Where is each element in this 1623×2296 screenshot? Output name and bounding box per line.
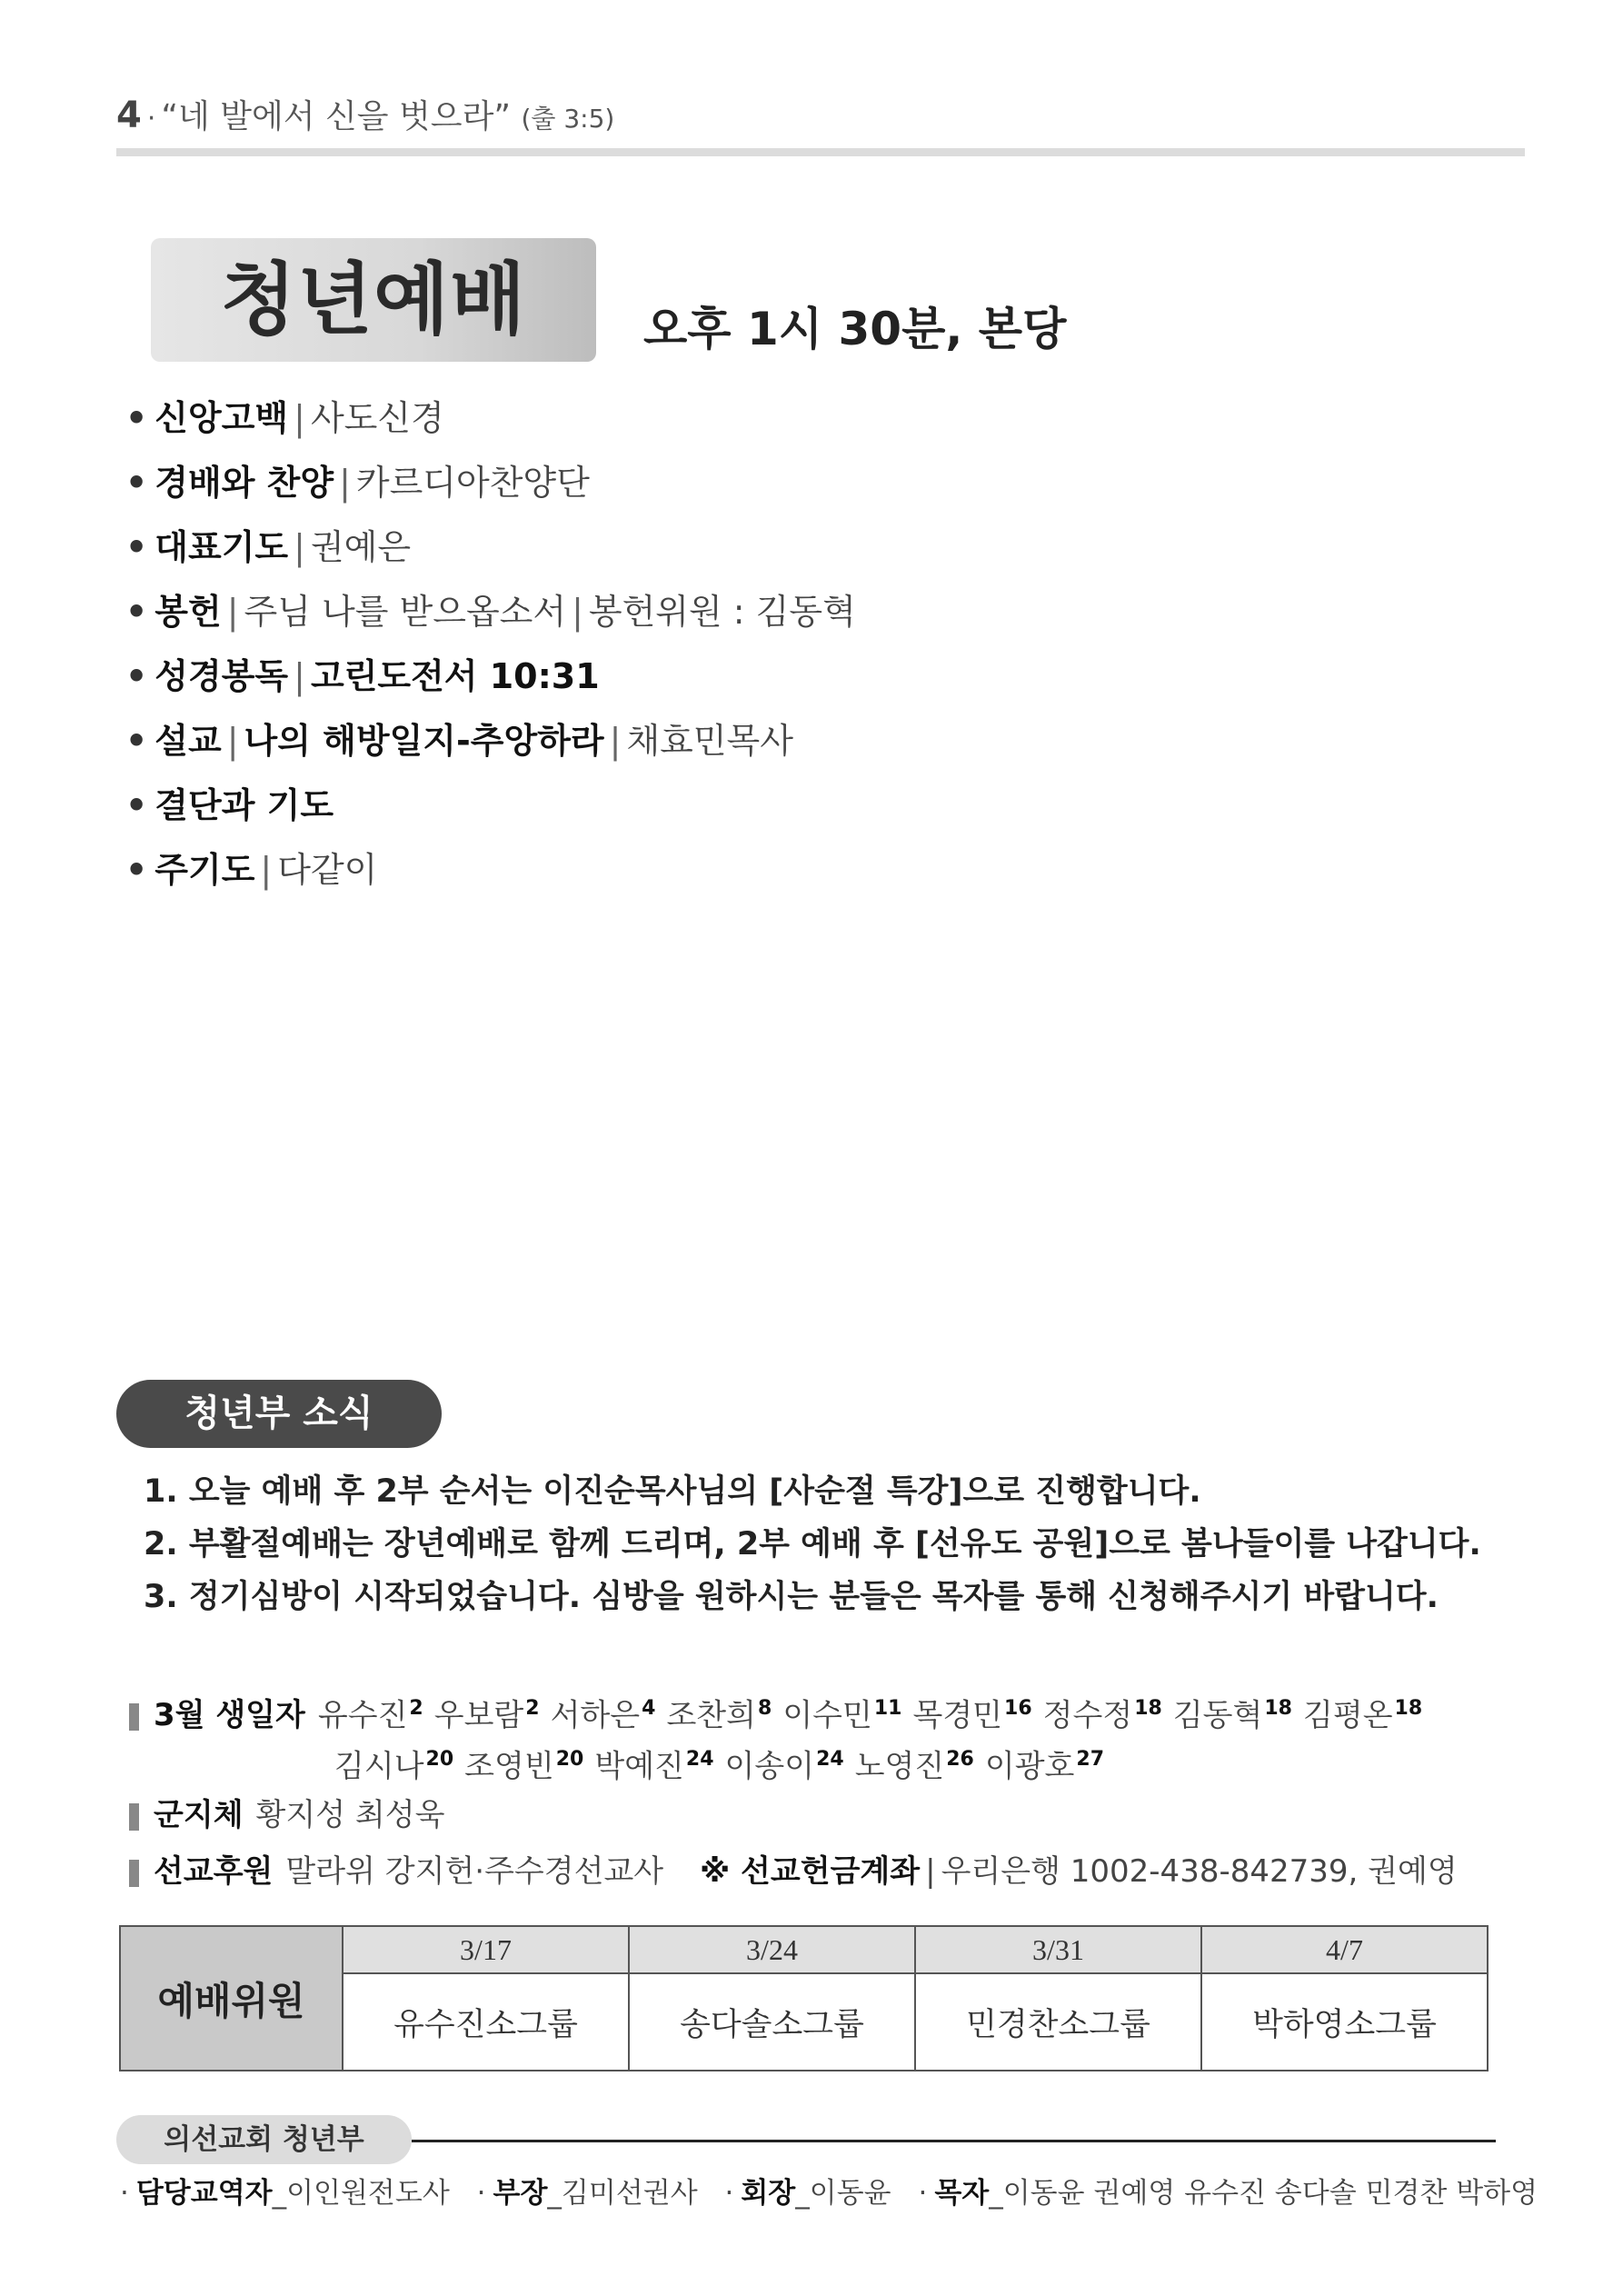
news-list — [144, 1465, 1481, 1623]
birthday-day: 20 — [555, 1748, 584, 1771]
birthday-name: 정수정 — [1042, 1697, 1133, 1734]
order-item-detail: 권예은 — [310, 527, 412, 567]
group-cell: 송다솔소그룹 — [629, 1973, 915, 2071]
bullet: • — [125, 592, 148, 632]
news-item: 1. 오늘 예배 후 2부 순서는 이진순목사님의 [사순절 특강]으로 진행합니다. — [144, 1473, 1201, 1510]
group-cell: 유수진소그룹 — [343, 1973, 629, 2071]
staff-names: 이동윤 — [809, 2177, 891, 2210]
birthday-name: 김시나 — [334, 1748, 424, 1785]
section-bar — [129, 1803, 139, 1831]
order-item-name: 설교 — [154, 721, 222, 761]
birthday-day: 2 — [409, 1697, 423, 1720]
staff-role: 부장 — [493, 2177, 548, 2210]
birthday-day: 18 — [1264, 1697, 1292, 1720]
mission-names: 말라위 강지헌·주수경선교사 — [285, 1853, 664, 1890]
staff-names: 이동윤 권예영 유수진 송다솔 민경찬 박하영 — [1002, 2177, 1538, 2210]
date-cell: 3/17 — [343, 1926, 629, 1973]
news-item: 3. 정기심방이 시작되었습니다. 심방을 원하시는 분들은 목자를 통해 신청해주시기 바랍니다. — [144, 1579, 1439, 1615]
separator: | — [294, 527, 305, 567]
staff-names: 이인원전도사 — [286, 2177, 450, 2210]
birthday-name: 우보람 — [433, 1697, 524, 1734]
birthday-row — [129, 1686, 1433, 1732]
date-cell: 4/7 — [1201, 1926, 1488, 1973]
military-label: 군지체 — [154, 1797, 244, 1833]
order-item-lords-prayer — [125, 843, 856, 907]
staff-role: 담당교역자 — [135, 2177, 273, 2210]
header-quote: “네 발에서 신을 벗으라” — [161, 98, 512, 135]
staff-role: 목자 — [934, 2177, 990, 2210]
service-time-place: 오후 1시 30분, 본당 — [643, 303, 1067, 355]
group-cell: 박하영소그룹 — [1201, 1973, 1488, 2071]
dot: · — [918, 2177, 928, 2210]
order-item-name: 경배와 찬양 — [154, 463, 334, 503]
birthday-name: 조영빈 — [464, 1748, 554, 1785]
dot: · — [120, 2177, 129, 2210]
footer-label: 의선교회 청년부 — [164, 2123, 364, 2156]
separator: | — [294, 398, 305, 438]
order-item-name: 대표기도 — [154, 527, 289, 567]
page-header — [116, 91, 614, 137]
order-item-extra: 채효민목사 — [626, 721, 793, 761]
birthday-day: 18 — [1394, 1697, 1423, 1720]
birthday-day: 24 — [685, 1748, 714, 1771]
mission-row — [129, 1849, 1458, 1894]
header-dot: · — [146, 103, 156, 135]
order-item-detail: 사도신경 — [310, 398, 444, 438]
birthday-day: 4 — [642, 1697, 656, 1720]
birthday-name: 김평온 — [1303, 1697, 1393, 1734]
birthday-name: 서하은 — [550, 1697, 641, 1734]
birthday-name: 김동혁 — [1172, 1697, 1263, 1734]
birthday-day: 27 — [1076, 1748, 1105, 1771]
table-row — [120, 1926, 1488, 1973]
birthday-day: 2 — [525, 1697, 540, 1720]
separator: | — [572, 592, 583, 632]
birthday-label: 3월 생일자 — [154, 1697, 305, 1734]
separator: | — [226, 592, 239, 632]
staff-names: 김미선권사 — [561, 2177, 698, 2210]
order-item-praise — [125, 455, 856, 520]
separator: | — [609, 721, 622, 761]
news-item: 2. 부활절예배는 장년예배로 함께 드리며, 2부 예배 후 [선유도 공원]으로 봄나들이를 나갑니다. — [144, 1526, 1481, 1562]
order-item-offering — [125, 584, 856, 649]
bullet: • — [125, 398, 148, 438]
order-item-sermon — [125, 714, 856, 778]
bullet: • — [125, 785, 148, 825]
group-cell: 민경찬소그룹 — [915, 1973, 1201, 2071]
order-item-detail: 나의 해방일지-추앙하라 — [244, 721, 604, 761]
order-item-name: 성경봉독 — [154, 656, 289, 696]
birthday-day: 11 — [873, 1697, 902, 1720]
order-item-scripture — [125, 649, 856, 714]
order-item-extra: 봉헌위원 : 김동혁 — [588, 592, 856, 632]
section-bar — [129, 1860, 139, 1887]
separator: | — [260, 850, 273, 890]
order-item-detail: 다같이 — [277, 850, 378, 890]
mission-account: 우리은행 1002-438-842739, 권예영 — [941, 1853, 1458, 1890]
mission-label: 선교후원 — [154, 1853, 274, 1890]
order-item-name: 봉헌 — [154, 592, 222, 632]
military-names: 황지성 최성욱 — [255, 1797, 445, 1833]
news-label: 청년부 소식 — [184, 1393, 373, 1434]
birthday-name: 조찬희 — [666, 1697, 756, 1734]
birthday-name: 이송이 — [724, 1748, 815, 1785]
dot: · — [476, 2177, 486, 2210]
birthday-name: 목경민 — [912, 1697, 1003, 1734]
birthday-day: 8 — [758, 1697, 772, 1720]
military-row — [129, 1792, 444, 1838]
birthday-name: 박예진 — [594, 1748, 684, 1785]
header-reference: (출 3:5) — [521, 104, 615, 134]
footer-divider — [412, 2140, 1496, 2142]
date-cell: 3/31 — [915, 1926, 1201, 1973]
worship-committee-label: 예배위원 — [120, 1926, 343, 2071]
separator: | — [294, 656, 305, 696]
birthday-day: 24 — [816, 1748, 844, 1771]
header-divider — [116, 148, 1525, 156]
birthday-name: 유수진 — [317, 1697, 408, 1734]
order-item-name: 결단과 기도 — [154, 785, 334, 825]
staff-role: 회장 — [741, 2177, 796, 2210]
order-item-detail: 고린도전서 10:31 — [310, 656, 600, 696]
mission-account-label: ※ 선교헌금계좌 — [700, 1853, 921, 1890]
order-item-decision — [125, 778, 856, 843]
order-of-service — [125, 391, 856, 907]
dot: · — [724, 2177, 734, 2210]
bullet: • — [125, 850, 148, 890]
bullet: • — [125, 463, 148, 503]
birthday-row-2 — [334, 1737, 1115, 1785]
bullet: • — [125, 527, 148, 567]
worship-committee-table — [119, 1925, 1489, 2071]
birthday-day: 16 — [1004, 1697, 1032, 1720]
order-item-prayer — [125, 520, 856, 584]
separator: | — [925, 1853, 936, 1890]
birthday-name: 이수민 — [782, 1697, 872, 1734]
bullet: • — [125, 721, 148, 761]
separator: | — [339, 463, 351, 503]
date-cell: 3/24 — [629, 1926, 915, 1973]
order-item-detail: 카르디아찬양단 — [355, 463, 590, 503]
page-number: 4 — [116, 95, 142, 136]
order-item-name: 신앙고백 — [154, 398, 289, 438]
order-item-confession — [125, 391, 856, 455]
order-item-detail: 주님 나를 받으옵소서 — [244, 592, 567, 632]
birthday-day: 18 — [1134, 1697, 1162, 1720]
birthday-day: 20 — [425, 1748, 454, 1771]
birthday-name: 노영진 — [854, 1748, 945, 1785]
separator: | — [226, 721, 239, 761]
birthday-name: 이광호 — [984, 1748, 1075, 1785]
bullet: • — [125, 656, 148, 696]
section-bar — [129, 1703, 139, 1731]
birthday-day: 26 — [946, 1748, 974, 1771]
order-item-name: 주기도 — [154, 850, 255, 890]
staff-list: · 담당교역자_이인원전도사 · 부장_김미선권사 · 회장_이동윤 · 목자_이동윤 권예영 유수진 송다솔 민경찬 박하영 — [120, 2177, 1538, 2210]
service-title: 청년예배 — [220, 255, 527, 345]
